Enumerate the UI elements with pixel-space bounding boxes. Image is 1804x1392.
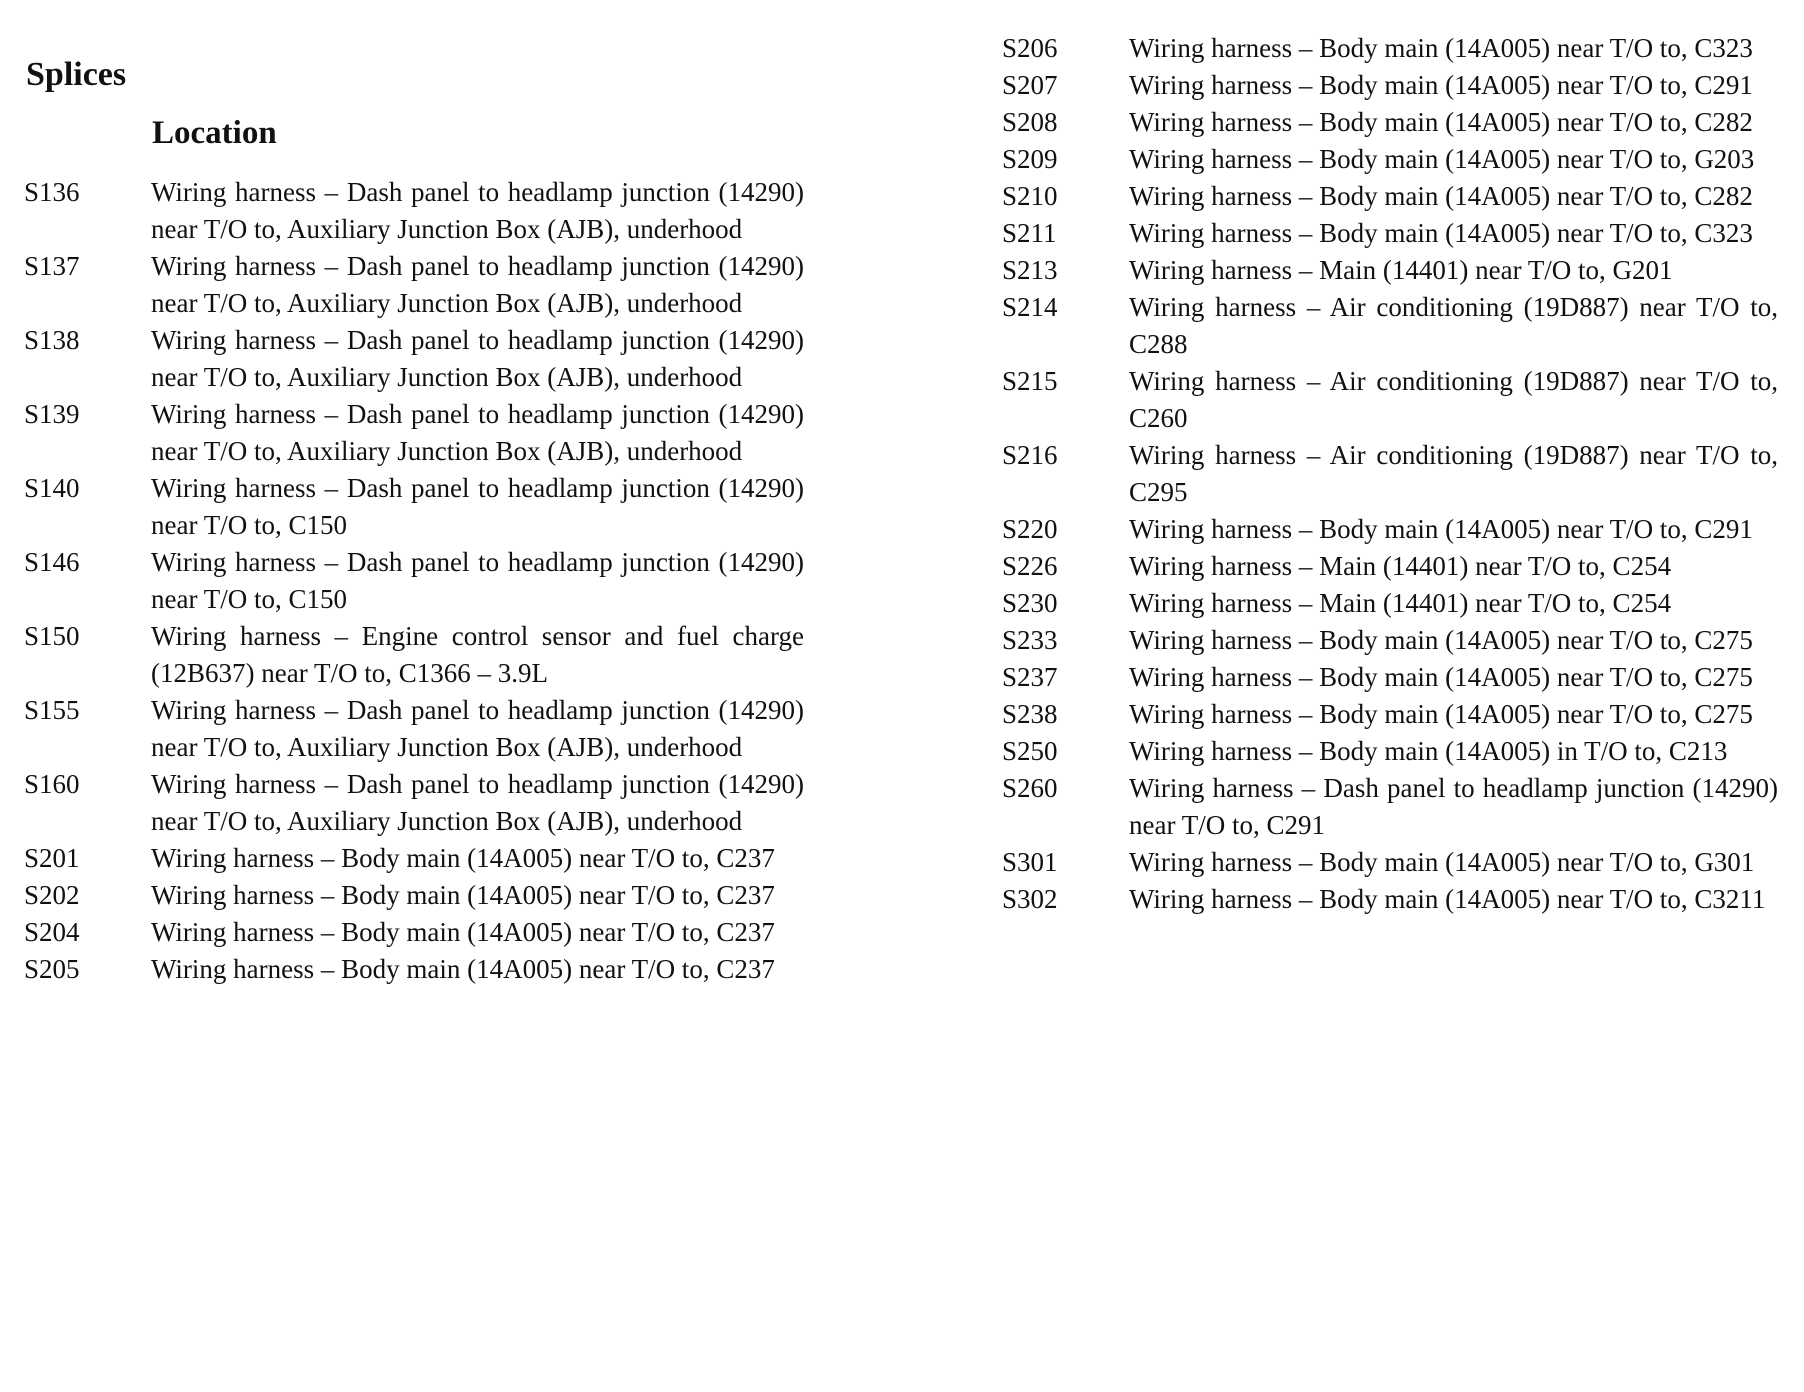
splice-entry (1002, 770, 1778, 844)
splice-id: S201 (24, 843, 80, 873)
splice-id: S214 (1002, 292, 1058, 322)
splice-id: S208 (1002, 107, 1058, 137)
splice-id: S210 (1002, 181, 1058, 211)
splice-id: S136 (24, 177, 80, 207)
splice-location: Wiring harness – Body main (14A005) near T/O to, C291 (1129, 514, 1753, 544)
splice-location: Wiring harness – Body main (14A005) near T/O to, C282 (1129, 181, 1753, 211)
location-column-heading: Location (152, 115, 277, 151)
splice-entry (1002, 104, 1778, 141)
splice-id: S146 (24, 547, 80, 577)
splice-id: S139 (24, 399, 80, 429)
splice-location: Wiring harness – Body main (14A005) near T/O to, C237 (151, 917, 775, 947)
splice-entry (1002, 844, 1778, 881)
splice-entry (24, 951, 804, 988)
splice-id: S206 (1002, 33, 1058, 63)
splice-list-left (24, 174, 804, 988)
splice-id: S230 (1002, 588, 1058, 618)
splice-id: S160 (24, 769, 80, 799)
splice-id: S202 (24, 880, 80, 910)
splice-location: Wiring harness – Dash panel to headlamp junction (14290) near T/O to, Auxiliary Junction Box (AJB), underhood (151, 695, 804, 762)
splice-entry (1002, 585, 1778, 622)
splice-entry (24, 766, 804, 840)
splice-entry (24, 470, 804, 544)
splice-location: Wiring harness – Body main (14A005) near T/O to, C275 (1129, 625, 1753, 655)
splice-entry (1002, 437, 1778, 511)
splice-entry (24, 322, 804, 396)
splice-id: S233 (1002, 625, 1058, 655)
splice-location: Wiring harness – Dash panel to headlamp junction (14290) near T/O to, Auxiliary Junction Box (AJB), underhood (151, 769, 804, 836)
splice-location: Wiring harness – Dash panel to headlamp junction (14290) near T/O to, C150 (151, 547, 804, 614)
splice-location: Wiring harness – Body main (14A005) near T/O to, C291 (1129, 70, 1753, 100)
splice-id: S237 (1002, 662, 1058, 692)
splice-entry (1002, 141, 1778, 178)
splice-location: Wiring harness – Air conditioning (19D887) near T/O to, C295 (1129, 440, 1778, 507)
splice-id: S137 (24, 251, 80, 281)
splice-entry (24, 618, 804, 692)
page-title: Splices (26, 56, 127, 93)
splice-entry (24, 914, 804, 951)
splice-location: Wiring harness – Dash panel to headlamp junction (14290) near T/O to, Auxiliary Junction Box (AJB), underhood (151, 251, 804, 318)
splice-entry (24, 544, 804, 618)
splice-entry (1002, 696, 1778, 733)
splice-entry (1002, 881, 1778, 918)
splice-location: Wiring harness – Engine control sensor and fuel charge (12B637) near T/O to, C1366 – 3.9L (151, 621, 804, 688)
splice-location: Wiring harness – Dash panel to headlamp junction (14290) near T/O to, Auxiliary Junction Box (AJB), underhood (151, 399, 804, 466)
splice-id: S205 (24, 954, 80, 984)
splice-entry (24, 692, 804, 766)
splice-location: Wiring harness – Body main (14A005) near T/O to, C3211 (1129, 884, 1766, 914)
splice-entry (24, 840, 804, 877)
splice-location: Wiring harness – Dash panel to headlamp junction (14290) near T/O to, C150 (151, 473, 804, 540)
splice-id: S207 (1002, 70, 1058, 100)
splice-entry (1002, 289, 1778, 363)
splice-entry (24, 877, 804, 914)
splice-location: Wiring harness – Body main (14A005) near T/O to, C323 (1129, 33, 1753, 63)
splice-list-right (1002, 30, 1778, 918)
splice-id: S301 (1002, 847, 1058, 877)
splice-entry (1002, 363, 1778, 437)
splice-id: S302 (1002, 884, 1058, 914)
splice-location: Wiring harness – Dash panel to headlamp junction (14290) near T/O to, Auxiliary Junction Box (AJB), underhood (151, 177, 804, 244)
splice-entry (1002, 622, 1778, 659)
splice-location: Wiring harness – Body main (14A005) near T/O to, C275 (1129, 699, 1753, 729)
splice-location: Wiring harness – Body main (14A005) near T/O to, G301 (1129, 847, 1755, 877)
splice-location: Wiring harness – Main (14401) near T/O to, C254 (1129, 588, 1672, 618)
splice-location: Wiring harness – Body main (14A005) near T/O to, G203 (1129, 144, 1755, 174)
splice-location: Wiring harness – Body main (14A005) near T/O to, C237 (151, 843, 775, 873)
splice-location: Wiring harness – Dash panel to headlamp junction (14290) near T/O to, C291 (1129, 773, 1778, 840)
splice-location: Wiring harness – Air conditioning (19D887) near T/O to, C288 (1129, 292, 1778, 359)
splice-location: Wiring harness – Dash panel to headlamp junction (14290) near T/O to, Auxiliary Junction Box (AJB), underhood (151, 325, 804, 392)
splice-location: Wiring harness – Body main (14A005) in T/O to, C213 (1129, 736, 1728, 766)
splice-location: Wiring harness – Body main (14A005) near T/O to, C282 (1129, 107, 1753, 137)
splice-id: S204 (24, 917, 80, 947)
splice-entry (1002, 733, 1778, 770)
splice-id: S213 (1002, 255, 1058, 285)
splice-id: S138 (24, 325, 80, 355)
splice-entry (1002, 252, 1778, 289)
splice-id: S260 (1002, 773, 1058, 803)
splice-entry (1002, 659, 1778, 696)
splice-entry (1002, 548, 1778, 585)
splice-location: Wiring harness – Main (14401) near T/O to, G201 (1129, 255, 1673, 285)
splice-entry (1002, 67, 1778, 104)
splice-location: Wiring harness – Body main (14A005) near T/O to, C237 (151, 880, 775, 910)
splice-id: S140 (24, 473, 80, 503)
splice-id: S226 (1002, 551, 1058, 581)
splice-entry (1002, 30, 1778, 67)
splice-entry (1002, 511, 1778, 548)
splice-location: Wiring harness – Body main (14A005) near T/O to, C275 (1129, 662, 1753, 692)
splice-location: Wiring harness – Body main (14A005) near T/O to, C237 (151, 954, 775, 984)
splice-location: Wiring harness – Body main (14A005) near T/O to, C323 (1129, 218, 1753, 248)
splice-id: S238 (1002, 699, 1058, 729)
splice-location: Wiring harness – Air conditioning (19D887) near T/O to, C260 (1129, 366, 1778, 433)
splice-id: S155 (24, 695, 80, 725)
splice-entry (24, 396, 804, 470)
splice-id: S220 (1002, 514, 1058, 544)
splice-entry (1002, 215, 1778, 252)
splice-entry (1002, 178, 1778, 215)
splice-entry (24, 248, 804, 322)
splice-id: S215 (1002, 366, 1058, 396)
splice-id: S216 (1002, 440, 1058, 470)
splice-id: S150 (24, 621, 80, 651)
splice-id: S211 (1002, 218, 1057, 248)
splice-entry (24, 174, 804, 248)
splice-id: S209 (1002, 144, 1058, 174)
splice-id: S250 (1002, 736, 1058, 766)
splice-location: Wiring harness – Main (14401) near T/O to, C254 (1129, 551, 1672, 581)
